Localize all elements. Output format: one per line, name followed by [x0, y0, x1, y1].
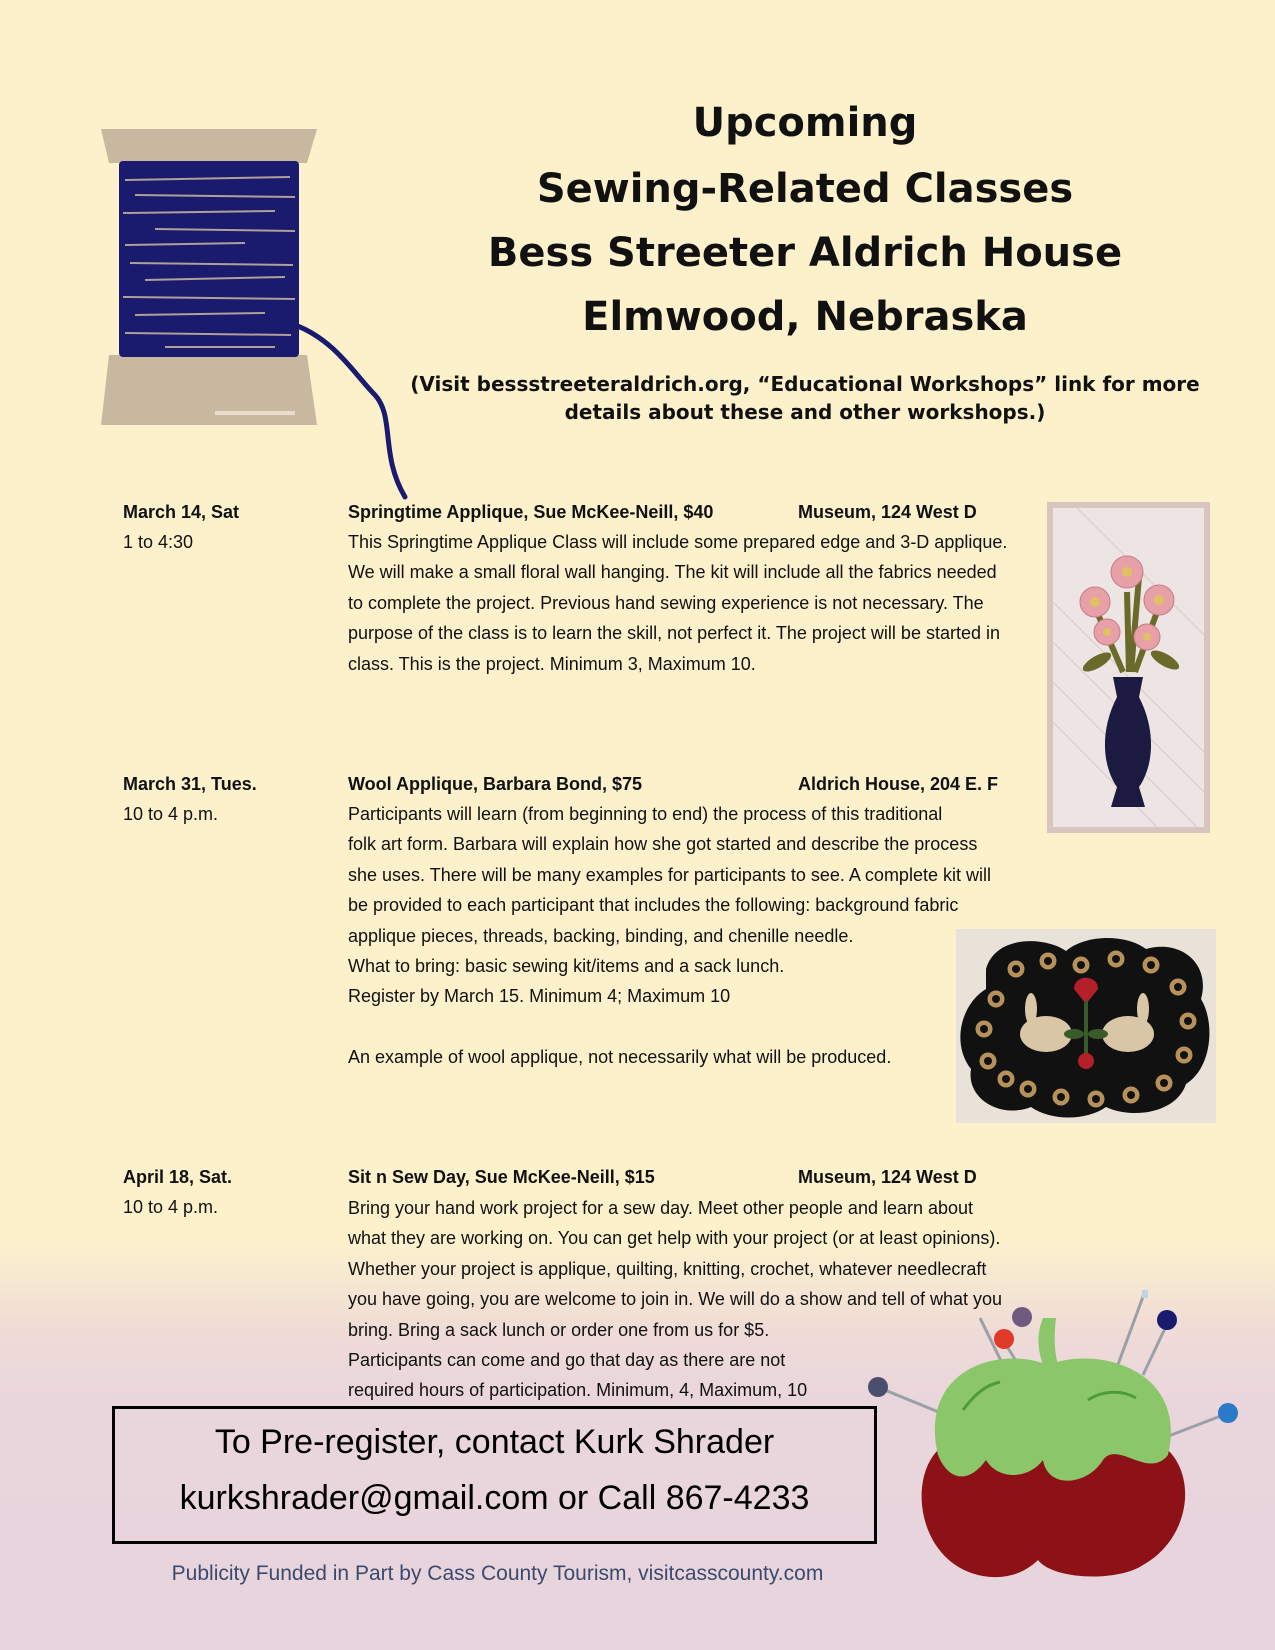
class-3-line: bring. Bring a sack lunch or order one from us for $5.: [348, 1319, 770, 1340]
subtitle: [400, 370, 1210, 426]
contact-box: [112, 1406, 877, 1544]
class-3-line: you have going, you are welcome to join in. We will do a show and tell of what you: [348, 1289, 1003, 1310]
title-line-1: Upcoming: [692, 100, 918, 146]
class-2-line: applique pieces, threads, backing, binding, and chenille needle.: [348, 925, 854, 946]
class-2-title: Wool Applique, Barbara Bond, $75: [348, 774, 643, 794]
title-line-2: Sewing-Related Classes: [536, 166, 1074, 212]
class-1-location: Museum, 124 West D: [798, 502, 977, 522]
class-1-date: March 14, Sat: [123, 502, 240, 522]
floral-applique-image: [1047, 502, 1210, 833]
class-1-line: to complete the project. Previous hand sewing experience is not necessary. The: [348, 592, 984, 613]
class-1-line: purpose of the class is to learn the skill, not perfect it. The project will be started in: [348, 623, 1000, 644]
class-3-line: Bring your hand work project for a sew day. Meet other people and learn about: [348, 1198, 974, 1218]
title-line-4: Elmwood, Nebraska: [582, 294, 1028, 340]
pincushion-icon: [868, 1290, 1238, 1590]
class-2-line: An example of wool applique, not necessarily what will be produced.: [348, 1047, 892, 1068]
title-line-3: Bess Streeter Aldrich House: [487, 230, 1123, 276]
subtitle-line-2: details about these and other workshops.): [564, 400, 1046, 424]
class-2-description: [348, 799, 991, 1073]
class-3-date: April 18, Sat.: [123, 1167, 233, 1187]
class-1-title: Springtime Applique, Sue McKee-Neill, $40: [348, 502, 714, 522]
class-3-title: Sit n Sew Day, Sue McKee-Neill, $15: [348, 1167, 655, 1187]
class-1-description: [348, 527, 1007, 679]
class-1-line: class. This is the project. Minimum 3, Maximum 10.: [348, 653, 756, 674]
class-2-line: she uses. There will be many examples for participants to see. A complete kit will: [348, 864, 991, 885]
contact-line-1: To Pre-register, contact Kurk Shrader: [214, 1423, 775, 1461]
class-3-line: what they are working on. You can get help with your project (or at least opinions).: [348, 1228, 1001, 1249]
class-1-line: We will make a small floral wall hanging. The kit will include all the fabrics needed: [348, 562, 997, 583]
class-3-time: 10 to 4 p.m.: [123, 1197, 219, 1217]
thread-spool-icon: [95, 125, 425, 505]
class-2-line: What to bring: basic sewing kit/items and a sack lunch.: [348, 955, 785, 976]
class-1-time: 1 to 4:30: [123, 532, 194, 552]
class-2-time: 10 to 4 p.m.: [123, 804, 219, 824]
contact-email-phone[interactable]: kurkshrader@gmail.com or Call 867-4233: [179, 1479, 810, 1517]
class-3-line: Participants can come and go that day as there are not: [348, 1349, 786, 1370]
wool-applique-image: [956, 929, 1216, 1123]
class-2-line: Participants will learn (from beginning to end) the process of this traditional: [348, 804, 943, 824]
class-3-line: Whether your project is applique, quilting, knitting, crochet, whatever needlecraft: [348, 1258, 987, 1279]
class-2-line: folk art form. Barbara will explain how she got started and describe the process: [348, 834, 978, 855]
class-2-line: Register by March 15. Minimum 4; Maximum 10: [348, 986, 731, 1007]
subtitle-line-1: (Visit bessstreeteraldrich.org, “Educational Workshops” link for more: [410, 372, 1200, 396]
class-1-line: This Springtime Applique Class will include some prepared edge and 3-D applique.: [348, 532, 1008, 552]
class-3-location: Museum, 124 West D: [798, 1167, 977, 1187]
class-2-location: Aldrich House, 204 E. F: [798, 774, 999, 794]
footer-credit: Publicity Funded in Part by Cass County Tourism, visitcasscounty.com: [171, 1562, 824, 1585]
class-3-line: required hours of participation. Minimum, 4, Maximum, 10: [348, 1380, 808, 1401]
class-2-date: March 31, Tues.: [123, 774, 257, 794]
class-2-line: be provided to each participant that includes the following: background fabric: [348, 895, 959, 916]
class-2-line: [348, 1012, 991, 1042]
